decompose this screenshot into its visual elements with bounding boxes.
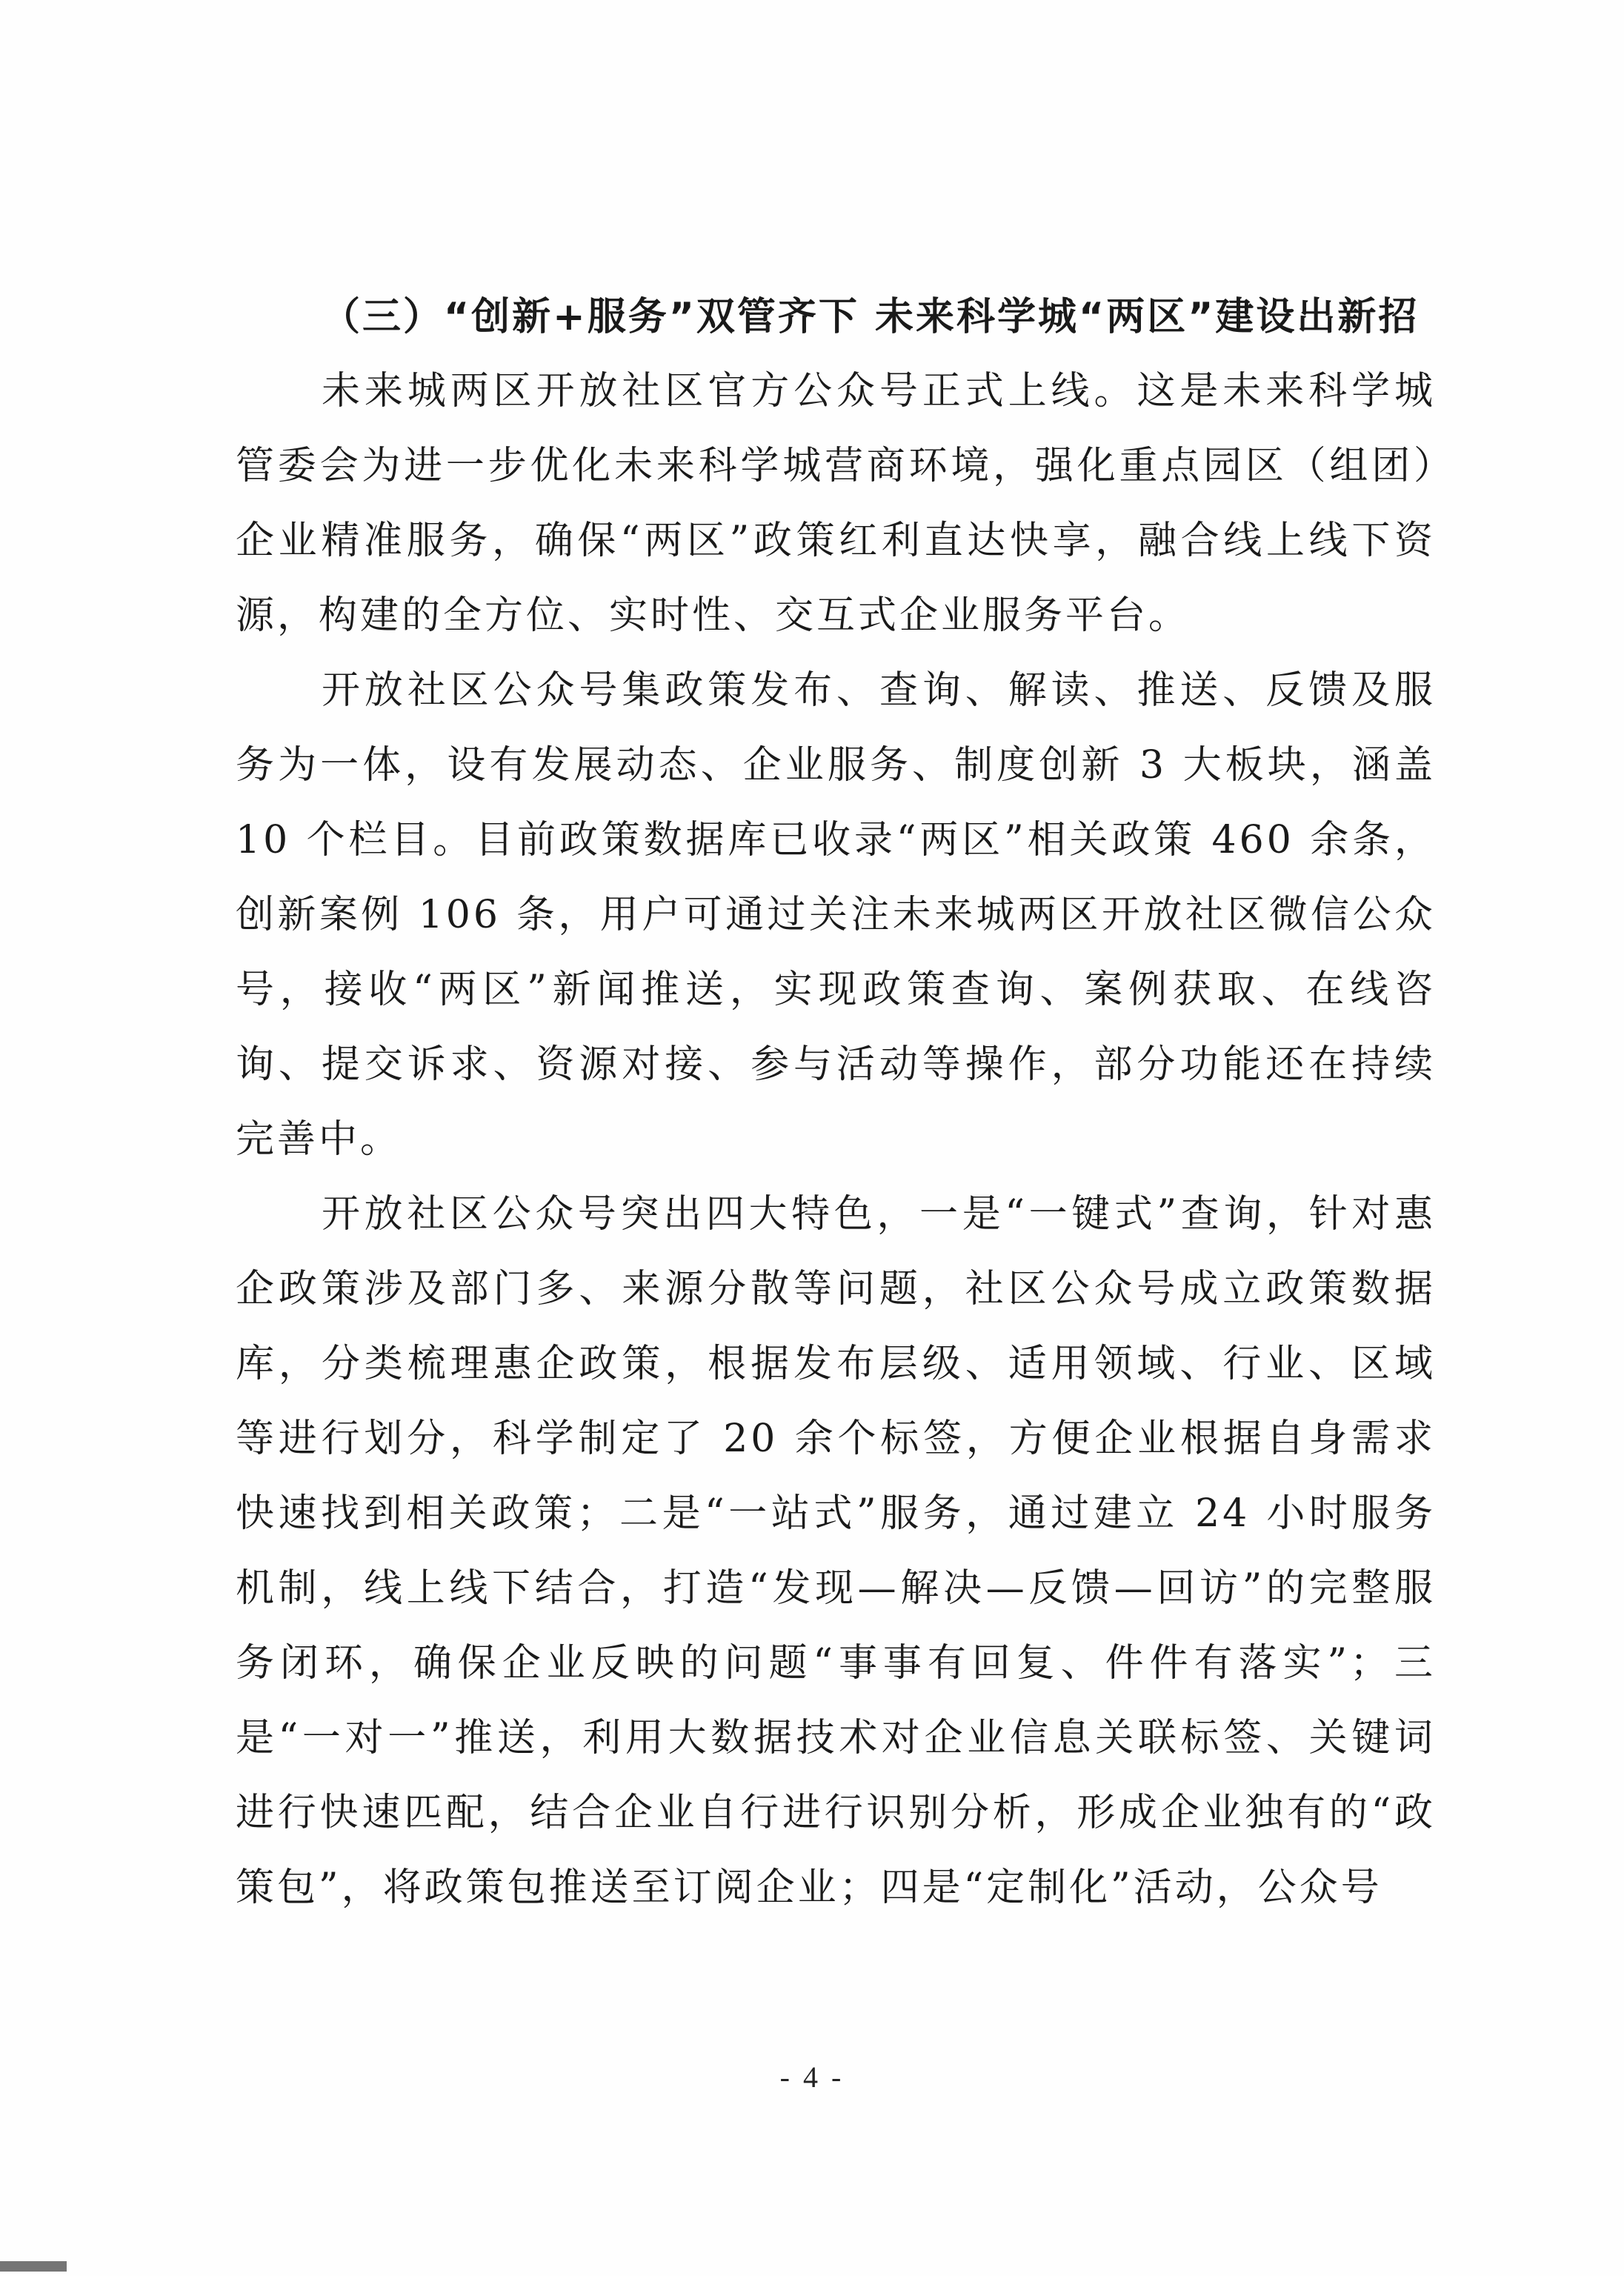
section-heading: （三）“创新+服务”双管齐下 未来科学城“两区”建设出新招 — [322, 295, 1420, 339]
paragraph-highlights: 开放社区公众号突出四大特色，一是“一键式”查询，针对惠企政策涉及部门多、来源分散等问题，社区公众号成立政策数据库，分类梳理惠企政策，根据发布层级、适用领域、行业、区域等进行划分，科学制定了 20 余个标签，方便企业根据自身需求快速找到相关政策；二是“一站式”服务，通过建立 24 小时服务机制，线上线下结合，打造“发现—解决—反馈—回访”的完整服务闭环，确保企业反映的问题“事事有回复、件件有落实”；三是“一对一”推送，利用大数据技术对企业信息关联标签、关键词进行快速匹配，结合企业自行进行识别分析，形成企业独有的“政策包”，将政策包推送至订阅企业；四是“定制化”活动，公众号 — [236, 1192, 1436, 1910]
scan-edge-mark — [0, 2261, 67, 2272]
page-number: - 4 - — [779, 2060, 845, 2094]
document-body — [236, 280, 1436, 1926]
paragraph-launch: 未来城两区开放社区官方公众号正式上线。这是未来科学城管委会为进一步优化未来科学城营商环境，强化重点园区（组团）企业精准服务，确保“两区”政策红利直达快享，融合线上线下资源，构建的全方位、实时性、交互式企业服务平台。 — [236, 369, 1436, 638]
paragraph-features: 开放社区公众号集政策发布、查询、解读、推送、反馈及服务为一体，设有发展动态、企业服务、制度创新 3 大板块，涵盖 10 个栏目。目前政策数据库已收录“两区”相关政策 460 余条，创新案例 106 条，用户可通过关注未来城两区开放社区微信公众号，接收“两区”新闻推送，实现政策查询、案例获取、在线咨询、提交诉求、资源对接、参与活动等操作，部分功能还在持续完善中。 — [236, 668, 1436, 1162]
